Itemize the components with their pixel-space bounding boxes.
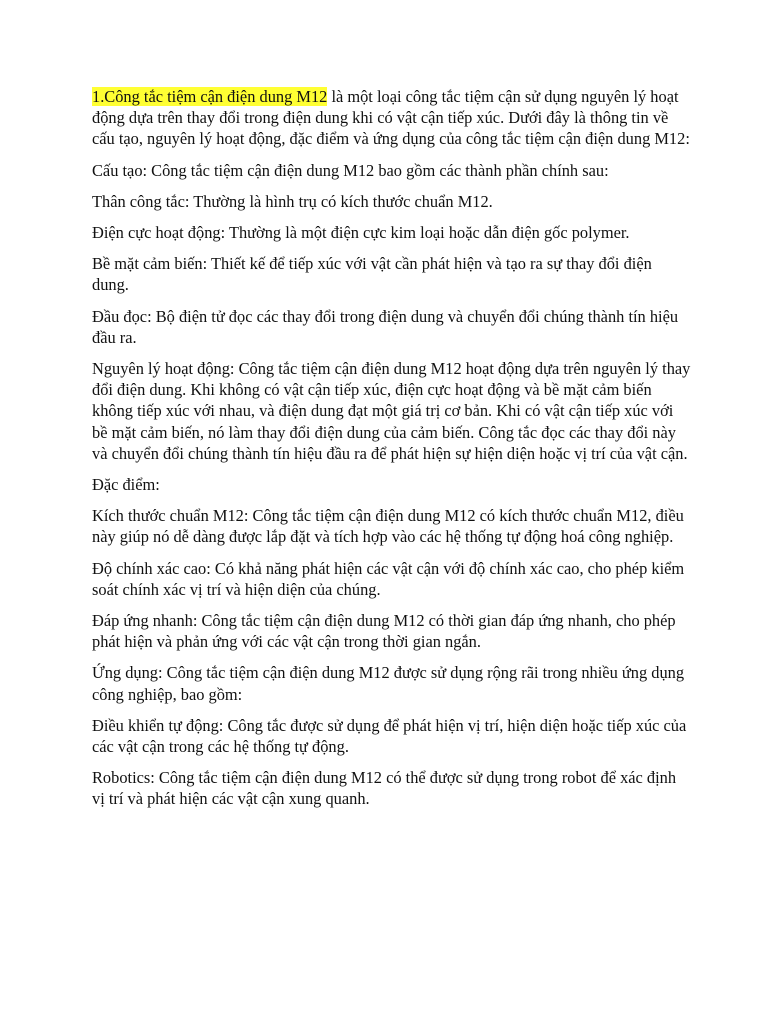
paragraph-body: Thân công tắc: Thường là hình trụ có kích thước chuẩn M12. <box>92 191 493 211</box>
paragraph-reader: Đầu đọc: Bộ điện tử đọc các thay đổi trong điện dung và chuyển đổi chúng thành tín hiệu đầu ra. <box>92 306 679 347</box>
paragraph-automatic-control: Điều khiển tự động: Công tắc được sử dụng để phát hiện vị trí, hiện diện hoặc tiếp xúc của các vật cận trong các hệ thống tự động. <box>92 715 687 757</box>
paragraph-electrode: Điện cực hoạt động: Thường là một điện cực kim loại hoặc dẫn điện gốc polymer. <box>92 223 630 243</box>
paragraph-standard-size: Kích thước chuẩn M12: Công tắc tiệm cận điện dung M12 có kích thước chuẩn M12, điều này giúp nó dễ dàng được lắp đặt và tích hợp vào các hệ thống tự động hoá công nghiệp. <box>92 506 684 547</box>
intro-paragraph <box>92 86 692 150</box>
paragraph-principle: Nguyên lý hoạt động: Công tắc tiệm cận điện dung M12 hoạt động dựa trên nguyên lý thay đổi điện dung. Khi không có vật cận tiếp xúc, điện cực hoạt động và bề mặt cảm biến không tiếp xúc với nhau, và điện dung đạt một giá trị cơ bản. Khi có vật cận tiếp xúc với bề mặt cảm biến, nó làm thay đổi điện dung của cảm biến. Công tắc đọc các thay đổi này và chuyển đổi chúng thành tín hiệu đầu ra để phát hiện sự hiện diện hoặc vị trí của vật cận. <box>92 359 691 463</box>
paragraph-features-heading: Đặc điểm: <box>92 475 160 495</box>
paragraph-fast-response: Đáp ứng nhanh: Công tắc tiệm cận điện dung M12 có thời gian đáp ứng nhanh, cho phép phát hiện và phản ứng với các vật cận trong thời gian ngắn. <box>92 611 676 652</box>
intro-text: là một loại công tắc tiệm cận sử dụng nguyên lý hoạt động dựa trên thay đổi trong điện dung khi có vật cận tiếp xúc. Dưới đây là thông tin về cấu tạo, nguyên lý hoạt động, đặc điểm và ứng dụng của công tắc tiệm cận điện dung M12: <box>92 87 690 149</box>
paragraph-robotics: Robotics: Công tắc tiệm cận điện dung M12 có thể được sử dụng trong robot để xác định vị trí và phát hiện các vật cận xung quanh. <box>92 768 677 809</box>
paragraph-structure: Cấu tạo: Công tắc tiệm cận điện dung M12 bao gồm các thành phần chính sau: <box>92 160 609 180</box>
paragraph-sensor-surface: Bề mặt cảm biến: Thiết kế để tiếp xúc với vật cần phát hiện và tạo ra sự thay đổi điện dung. <box>92 254 652 295</box>
highlighted-heading: 1.Công tắc tiệm cận điện dung M12 <box>92 87 328 106</box>
paragraph-accuracy: Độ chính xác cao: Có khả năng phát hiện các vật cận với độ chính xác cao, cho phép kiểm soát chính xác vị trí và hiện diện của chúng. <box>92 558 685 599</box>
document-page <box>92 86 692 820</box>
paragraph-applications: Ứng dụng: Công tắc tiệm cận điện dung M12 được sử dụng rộng rãi trong nhiều ứng dụng công nghiệp, bao gồm: <box>92 663 685 704</box>
